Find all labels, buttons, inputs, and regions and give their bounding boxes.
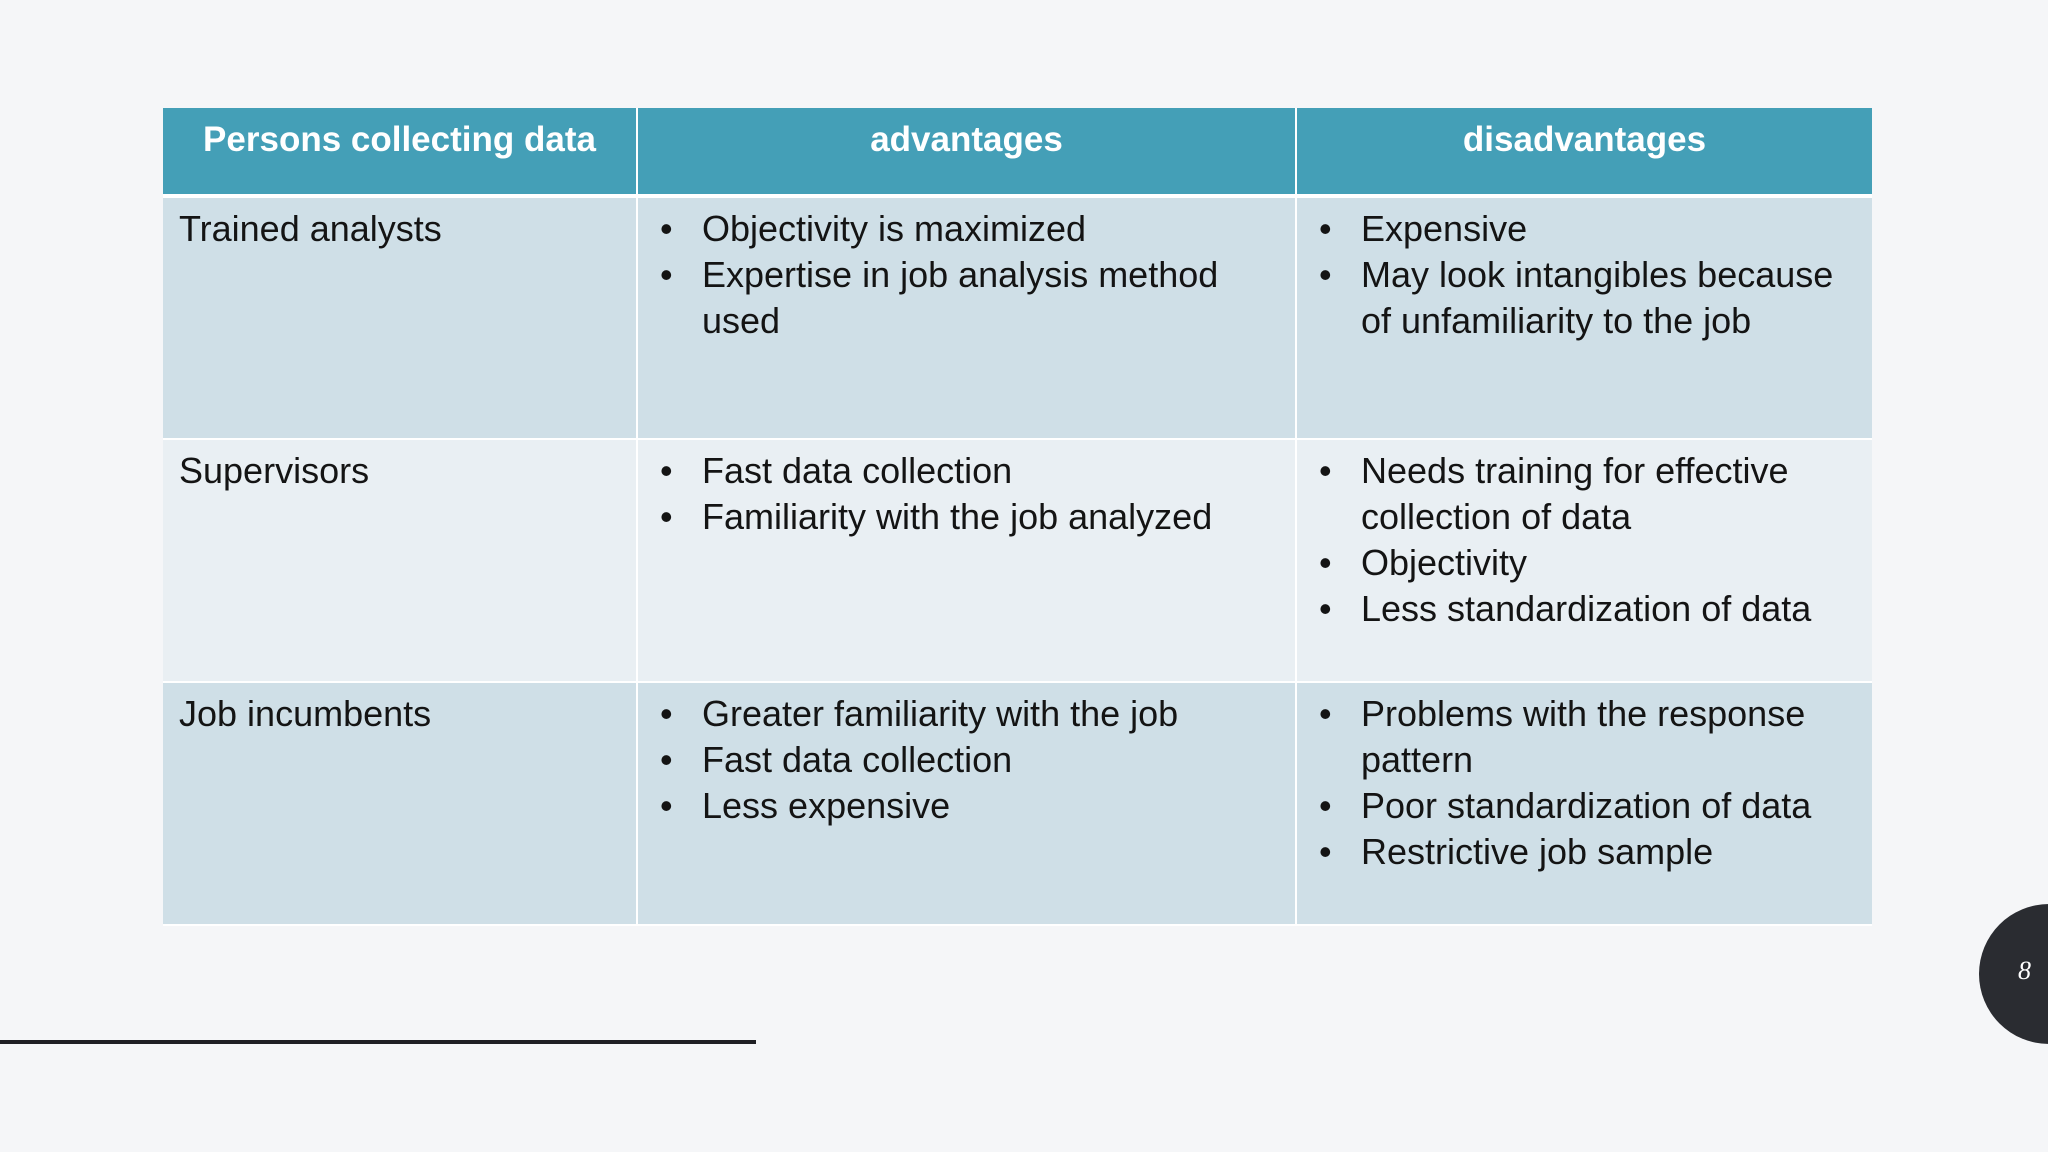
advantages-cell — [637, 682, 1296, 925]
list-item: • Restrictive job sample — [1313, 829, 1858, 875]
disadvantages-cell — [1296, 439, 1872, 682]
disadvantages-cell — [1296, 196, 1872, 439]
page-number: 8 — [2018, 956, 2031, 985]
list-item: • May look intangibles because of unfamiliarity to the job — [1313, 252, 1858, 344]
header-persons: Persons collecting data — [163, 108, 637, 196]
advantages-list — [654, 448, 1281, 540]
list-item: • Less standardization of data — [1313, 586, 1858, 632]
list-item: • Less expensive — [654, 783, 1281, 829]
advantages-cell — [637, 196, 1296, 439]
list-item: • Poor standardization of data — [1313, 783, 1858, 829]
table-row — [163, 196, 1872, 439]
list-item: • Objectivity is maximized — [654, 206, 1281, 252]
disadvantages-list — [1313, 448, 1858, 632]
disadvantages-list — [1313, 691, 1858, 875]
list-item: • Problems with the response pattern — [1313, 691, 1858, 783]
list-item: • Fast data collection — [654, 448, 1281, 494]
table-row — [163, 439, 1872, 682]
list-item: • Objectivity — [1313, 540, 1858, 586]
list-item: • Greater familiarity with the job — [654, 691, 1281, 737]
header-disadvantages: disadvantages — [1296, 108, 1872, 196]
person-cell: Supervisors — [163, 439, 637, 682]
page-number-badge — [1979, 904, 2048, 1044]
disadvantages-cell — [1296, 682, 1872, 925]
bottom-divider-line — [0, 1040, 756, 1044]
list-item: • Expertise in job analysis method used — [654, 252, 1281, 344]
list-item: • Fast data collection — [654, 737, 1281, 783]
header-advantages: advantages — [637, 108, 1296, 196]
list-item: • Needs training for effective collection of data — [1313, 448, 1858, 540]
comparison-table — [163, 108, 1872, 926]
person-cell: Trained analysts — [163, 196, 637, 439]
list-item: • Expensive — [1313, 206, 1858, 252]
list-item: • Familiarity with the job analyzed — [654, 494, 1281, 540]
advantages-cell — [637, 439, 1296, 682]
advantages-list — [654, 206, 1281, 344]
disadvantages-list — [1313, 206, 1858, 344]
person-cell: Job incumbents — [163, 682, 637, 925]
table-row — [163, 682, 1872, 925]
advantages-list — [654, 691, 1281, 829]
table-header-row — [163, 108, 1872, 196]
